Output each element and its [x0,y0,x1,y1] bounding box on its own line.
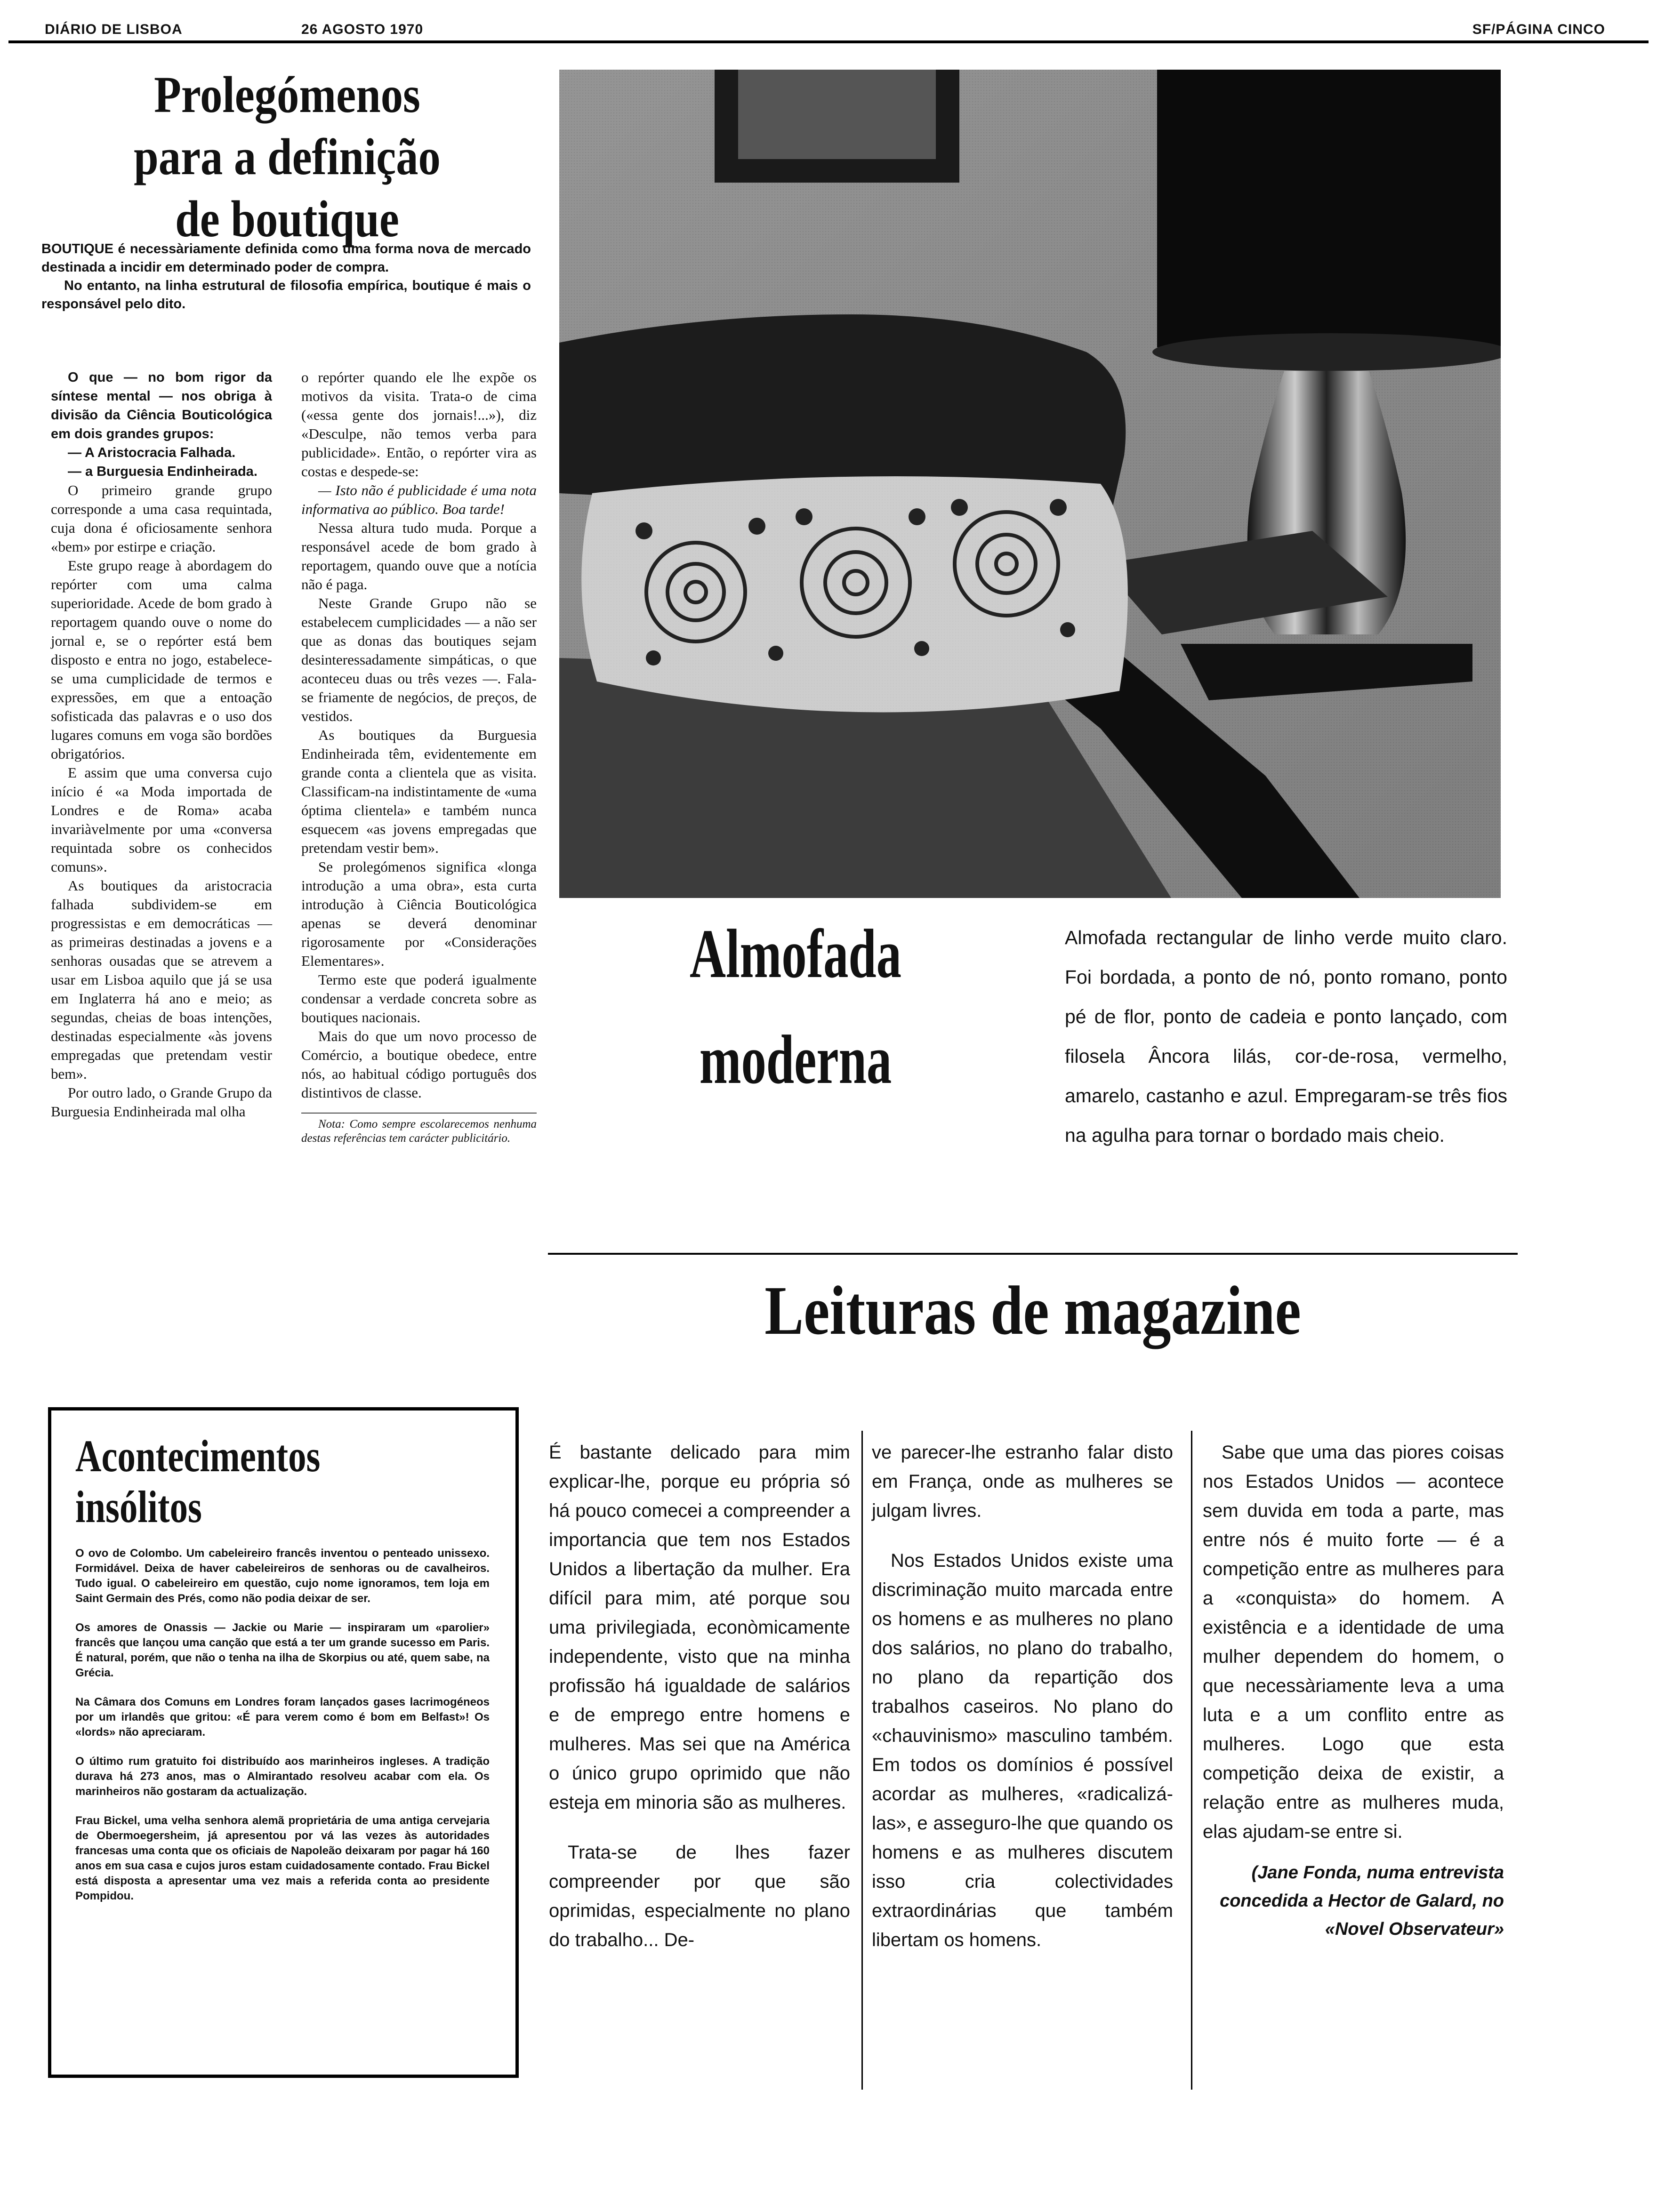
cushion-photo [559,70,1501,898]
prolegomenos-column-2 [301,368,537,1146]
headline-line: de boutique [175,190,399,248]
leituras-column-3 [1203,1438,1504,1943]
list-item: — A Aristocracia Falhada. [68,445,236,460]
masthead-page: SF/PÁGINA CINCO [1472,22,1605,37]
body-paragraph: Se prolegómenos significa «longa introdução a uma obra», esta curta introdução à Ciência Bouticológica apenas se deverá denominar rigorosamente por «Considerações Elementares». [301,858,537,969]
body-paragraph: ve parecer-lhe estranho falar disto em França, onde as mulheres se julgam livres. [872,1442,1173,1521]
headline-line: para a definição [134,128,441,185]
headline-line: moderna [699,1021,892,1098]
body-paragraph: Neste Grande Grupo não se estabelecem cumplicidades — a não ser que as donas das boutiques sejam desinteressadamente simpáticas, o que aconteceu duas ou três vezes —. Fala-se friamente de negócios, de preços, de vestidos. [301,595,537,724]
body-paragraph: Trata-se de lhes fazer compreender por que são oprimidas, especialmente no plano do trabalho... De- [549,1842,850,1950]
body-paragraph: Mais do que um novo processo de Comércio, a boutique obedece, entre nós, ao habitual código português dos distintivos de classe. [301,1028,537,1101]
headline-line: Almofada [690,915,901,993]
footnote: Nota: Como sempre escolarecemos nenhuma destas referências tem carácter publicitário. [301,1113,537,1146]
lead-paragraph: BOUTIQUE é necessàriamente definida como uma forma nova de mercado destinada a incidir em determinado poder de compra. [41,241,531,275]
prolegomenos-headline [64,64,510,250]
body-paragraph: o repórter quando ele lhe expõe os motivos da visita. Trata-o de cima («essa gente dos jornais!...»), diz «Desculpe, não temos verba para publicidade». Então, o repórter vira as costas e despede-se: [301,369,537,480]
leituras-headline: Leituras de magazine [764,1272,1301,1349]
body-paragraph: Termo este que poderá igualmente condensar a verdade concreta sobre as boutiques nacionais. [301,971,537,1026]
body-paragraph: O que — no bom rigor da síntese mental — nos obriga à divisão da Ciência Bouticológica em dois grandes grupos: [51,370,272,441]
body-paragraph: As boutiques da Burguesia Endinheirada têm, evidentemente em grande conta a clientela que as visita. Classificam-na indistintamente de «uma óptima clientela» e também nunca esquecem «as jovens empregadas que pretendam vestir bem». [301,727,537,856]
body-paragraph: O primeiro grande grupo corresponde a uma casa requintada, cuja dona é oficiosamente senhora «bem» por estirpe e criação. [51,482,272,555]
body-paragraph: É bastante delicado para mim explicar-lhe, porque eu própria só há pouco comecei a compreender a importancia que tem nos Estados Unidos a libertação da mulher. Era difícil para mim, até porque sou uma privilegiada, econòmicamente independente, visto que na minha profissão há igualdade de salários e de emprego entre homens e mulheres. Mas sei que na América o único grupo oprimido que não esteja em minoria são as mulheres. [549,1442,850,1813]
body-paragraph: Nessa altura tudo muda. Porque a responsável acede de bom grado à reportagem, quando ouve que a notícia não é paga. [301,520,537,593]
column-rule [861,1431,863,2090]
news-item: Frau Bickel, uma velha senhora alemã proprietária de uma antiga cervejaria de Obermoegersheim, já apresentou por vá las vezes às autoridades francesas uma conta que os oficiais de Napoleão deixaram por pagar há 160 anos em sua casa e cujos juros estam cuidadosamente contado. Frau Bickel está disposta a apresentar uma vez mais a referida conta ao presidente Pompidou. [75,1814,490,1902]
headline-line: Prolegómenos [154,66,420,123]
lead-paragraph: No entanto, na linha estrutural de filosofia empírica, boutique é mais o responsável pelo dito. [41,278,531,312]
news-item: Os amores de Onassis — Jackie ou Marie — inspiraram um «parolier» francês que lançou uma canção que está a ter um grande sucesso em Paris. É natural, porém, que não o tenha na ilha de Skorpius ou até, quem sabe, na Grécia. [75,1621,490,1679]
body-paragraph: E assim que uma conversa cujo início é «a Moda importada de Londres e de Roma» acaba invariàvelmente por uma «conversa requintada sobre os conhecidos comuns». [51,764,272,875]
leituras-column-1 [549,1438,850,1955]
news-item: O último rum gratuito foi distribuído aos marinheiros ingleses. A tradição durava há 273 anos, mas o Almirantado resolveu acabar com ela. Os marinheiros não gostaram da actualização. [75,1755,490,1798]
news-item: Na Câmara dos Comuns em Londres foram lançados gases lacrimogéneos por um irlandês que gritou: «É para verem como é bom em Belfast»! Os «lords» não apreciaram. [75,1696,490,1739]
list-item: — a Burguesia Endinheirada. [68,464,257,479]
leituras-column-2 [872,1438,1173,1955]
body-paragraph: — Isto não é publicidade é uma nota informativa ao público. Boa tarde! [301,482,537,517]
header-rule [8,40,1649,43]
acontecimentos-items [75,1546,490,1918]
body-paragraph: Nos Estados Unidos existe uma discriminação muito marcada entre os homens e as mulheres no plano dos salários, no plano do trabalho, no plano da repartição dos trabalhos caseiros. No plano do «chauvinismo» masculino também. Em todos os domínios é possível acordar as mulheres, «radicalizá-las», e asseguro-lhe que quando os homens e as mulheres discutem isso cria colectividades extraordinárias que também libertam os homens. [872,1550,1173,1950]
body-paragraph: Este grupo reage à abordagem do repórter com uma calma superioridade. Acede de bom grado à reportagem quando ouve o nome do jornal e, se o repórter está bem disposto e entra no jogo, estabelece-se uma cumplicidade de termos e expressões, em que a entoação sofisticada das palavras e o uso dos lugares comuns em voga são bordões obrigatórios. [51,557,272,762]
body-paragraph: As boutiques da aristocracia falhada subdividem-se em progressistas e em democráticas — as primeiras destinadas a jovens e a senhoras ousadas que se atrevem a usar em Lisboa aquilo que já se usa em Inglaterra há ano e meio; as segundas, cheias de boas intenções, destinadas especialmente «às jovens empregadas que pretendam vestir bem». [51,877,272,1082]
prolegomenos-column-1 [51,368,272,1121]
body-paragraph: Sabe que uma das piores coisas nos Estados Unidos — acontece sem duvida em toda a parte, mas entre nós é muito forte — é a competição entre as mulheres para a «conquista» do homem. A existência e a identidade de uma mulher dependem do homem, o que necessàriamente leva a uma luta e a um conflito entre as mulheres. Logo que esta competição deixa de existir, a relação entre as mulheres muda, elas ajudam-se entre si. [1203,1442,1504,1842]
headline-line: Acontecimentos [75,1431,321,1481]
column-rule [1191,1431,1192,2090]
almofada-text: Almofada rectangular de linho verde muito claro. Foi bordada, a ponto de nó, ponto romano, ponto pé de flor, ponto de cadeia e ponto lançado, com filosela Âncora lilás, cor-de-rosa, vermelho, amarelo, castanho e azul. Empregaram-se três fios na agulha para tornar o bordado mais cheio. [1065,927,1507,1146]
news-item: O ovo de Colombo. Um cabeleireiro francês inventou o penteado unissexo. Formidável. Deixa de haver cabeleireiros de senhoras ou de cavalheiros. Tudo igual. O cabeleireiro em questão, cujo nome ignoramos, tem loja em Saint Germain des Prés, como não podia deixar de ser. [75,1547,490,1605]
almofada-headline [646,901,945,1113]
body-paragraph: Por outro lado, o Grande Grupo da Burguesia Endinheirada mal olha [51,1084,272,1120]
masthead-paper-name: DIÁRIO DE LISBOA [45,22,183,37]
headline-line: insólitos [75,1482,202,1532]
acontecimentos-headline [75,1431,339,1532]
section-rule [548,1253,1518,1255]
masthead-date: 26 AGOSTO 1970 [301,22,424,37]
interview-credit: (Jane Fonda, numa entrevista concedida a Hector de Galard, no «Novel Observateur» [1220,1863,1504,1939]
prolegomenos-lead [41,240,531,313]
